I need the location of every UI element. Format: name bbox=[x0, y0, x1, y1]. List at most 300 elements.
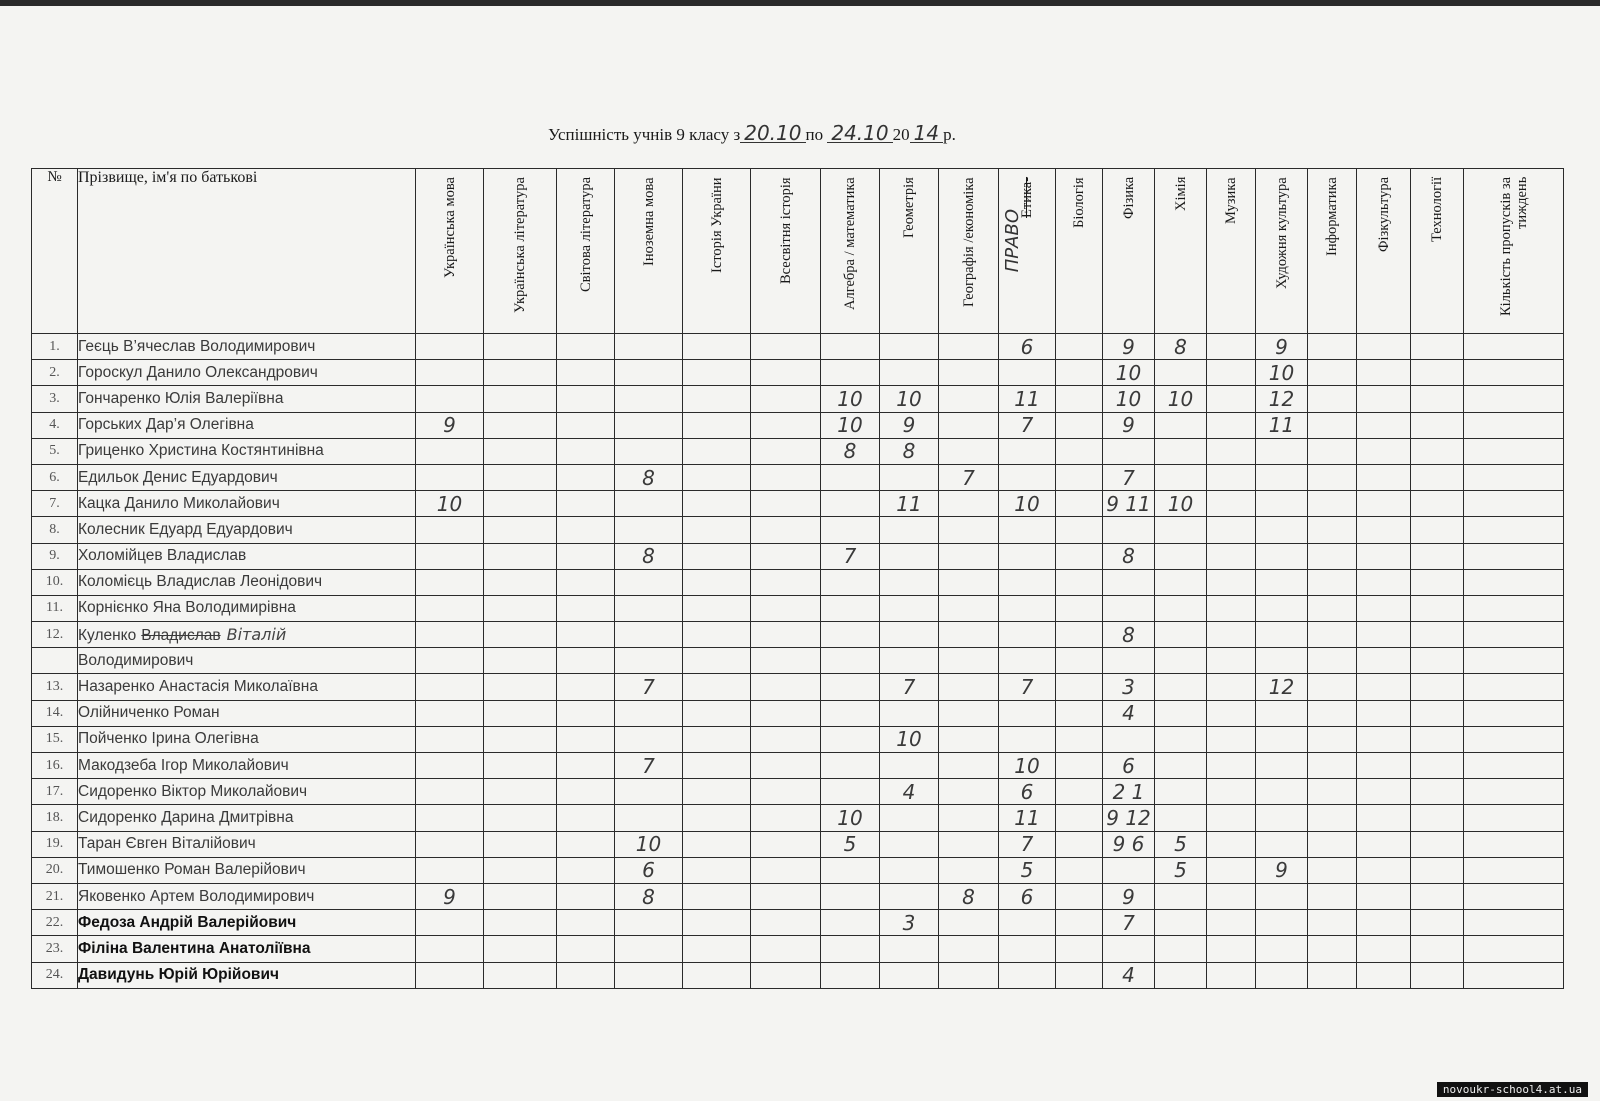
grade-cell bbox=[416, 622, 484, 648]
grade-cell bbox=[939, 726, 999, 752]
grade-cell bbox=[683, 857, 751, 883]
grade-cell bbox=[751, 412, 821, 438]
student-name-cell bbox=[78, 726, 416, 752]
grade-cell bbox=[416, 334, 484, 360]
grade-cell bbox=[880, 962, 939, 988]
grade-cell bbox=[1411, 857, 1464, 883]
grade-cell: 10 bbox=[1155, 386, 1207, 412]
table-row bbox=[32, 517, 1564, 543]
date-from: 20.10 bbox=[740, 124, 805, 143]
grade-cell bbox=[1357, 360, 1411, 386]
grade-cell bbox=[939, 360, 999, 386]
grade-cell bbox=[615, 412, 683, 438]
handwritten-name: Віталій bbox=[226, 624, 287, 644]
grade-cell bbox=[1464, 569, 1564, 595]
grade-cell bbox=[1056, 569, 1103, 595]
header-number: № bbox=[32, 169, 78, 334]
subject-header bbox=[1464, 169, 1564, 334]
grade-cell bbox=[484, 412, 557, 438]
grade-cell bbox=[416, 831, 484, 857]
grade-cell bbox=[821, 674, 880, 700]
grade-cell bbox=[1357, 857, 1411, 883]
subject-header bbox=[615, 169, 683, 334]
grade-cell bbox=[1411, 569, 1464, 595]
grade-cell: 6 bbox=[999, 883, 1056, 909]
grade-cell bbox=[939, 412, 999, 438]
subject-header bbox=[1103, 169, 1155, 334]
table-row bbox=[32, 412, 1564, 438]
grade-cell bbox=[484, 622, 557, 648]
grade-cell bbox=[1411, 543, 1464, 569]
student-name-cell bbox=[78, 883, 416, 909]
grade-cell: 12 bbox=[1256, 386, 1308, 412]
grade-cell: 10 bbox=[615, 831, 683, 857]
grade-cell bbox=[821, 517, 880, 543]
grade-cell bbox=[751, 517, 821, 543]
grade-cell bbox=[557, 779, 615, 805]
subject-label: Світова література bbox=[577, 177, 594, 293]
grade-cell bbox=[1207, 779, 1256, 805]
subject-header bbox=[1155, 169, 1207, 334]
table-row bbox=[32, 569, 1564, 595]
grade-cell bbox=[484, 883, 557, 909]
table-row bbox=[32, 805, 1564, 831]
grade-cell bbox=[1464, 464, 1564, 490]
grade-cell bbox=[1155, 805, 1207, 831]
grade-cell bbox=[1103, 438, 1155, 464]
grade-cell bbox=[939, 831, 999, 857]
grade-cell bbox=[1411, 962, 1464, 988]
grade-cell bbox=[880, 543, 939, 569]
grade-cell bbox=[557, 438, 615, 464]
grade-cell bbox=[1357, 753, 1411, 779]
grade-cell bbox=[1357, 936, 1411, 962]
grade-cell bbox=[751, 936, 821, 962]
grade-cell bbox=[939, 491, 999, 517]
grade-cell bbox=[484, 517, 557, 543]
subject-header bbox=[999, 169, 1056, 334]
grade-cell: 10 bbox=[1103, 360, 1155, 386]
grade-cell bbox=[1207, 543, 1256, 569]
grade-cell bbox=[1256, 936, 1308, 962]
grade-cell bbox=[821, 910, 880, 936]
row-number: 13. bbox=[32, 674, 78, 700]
student-name: Сидоренко Дарина Дмитрівна bbox=[78, 808, 294, 826]
grade-cell bbox=[1357, 412, 1411, 438]
grade-cell bbox=[1411, 936, 1464, 962]
grade-cell bbox=[557, 595, 615, 621]
subject-label: Географія /економіка bbox=[960, 177, 977, 307]
grade-cell: 10 bbox=[999, 491, 1056, 517]
grade-cell bbox=[1411, 648, 1464, 674]
grade-cell bbox=[821, 569, 880, 595]
grade-cell bbox=[683, 883, 751, 909]
student-name: Горських Дар’я Олегівна bbox=[78, 416, 254, 434]
grade-cell bbox=[821, 491, 880, 517]
table-row bbox=[32, 648, 1564, 674]
grade-cell bbox=[821, 595, 880, 621]
grade-cell bbox=[751, 910, 821, 936]
grade-cell: 3 bbox=[1103, 674, 1155, 700]
grade-cell: 3 bbox=[880, 910, 939, 936]
grade-cell bbox=[751, 805, 821, 831]
row-number: 12. bbox=[32, 622, 78, 648]
grade-cell bbox=[615, 622, 683, 648]
grade-cell bbox=[1155, 622, 1207, 648]
grade-cell bbox=[1464, 779, 1564, 805]
grade-cell bbox=[1155, 569, 1207, 595]
grade-cell bbox=[484, 438, 557, 464]
row-number: 3. bbox=[32, 386, 78, 412]
grade-cell: 4 bbox=[1103, 700, 1155, 726]
student-name: Коломієць Владислав Леонідович bbox=[78, 573, 323, 591]
grade-cell bbox=[1056, 910, 1103, 936]
grade-cell: 5 bbox=[1155, 857, 1207, 883]
grade-cell bbox=[484, 464, 557, 490]
grade-cell bbox=[1411, 412, 1464, 438]
grade-cell: 7 bbox=[999, 831, 1056, 857]
grade-cell bbox=[1411, 753, 1464, 779]
grade-cell bbox=[999, 543, 1056, 569]
grade-cell bbox=[1464, 936, 1564, 962]
grade-cell bbox=[1308, 674, 1357, 700]
grade-cell bbox=[880, 360, 939, 386]
grade-cell bbox=[1357, 464, 1411, 490]
grade-cell bbox=[880, 857, 939, 883]
grade-cell: 5 bbox=[999, 857, 1056, 883]
grade-cell bbox=[1464, 883, 1564, 909]
grade-cell bbox=[1207, 674, 1256, 700]
table-row bbox=[32, 622, 1564, 648]
grade-cell bbox=[1357, 883, 1411, 909]
row-number: 5. bbox=[32, 438, 78, 464]
grade-cell bbox=[484, 595, 557, 621]
student-name-cell bbox=[78, 334, 416, 360]
grade-cell: 8 bbox=[1103, 543, 1155, 569]
grade-cell bbox=[484, 648, 557, 674]
grade-cell bbox=[1308, 491, 1357, 517]
grade-cell bbox=[484, 779, 557, 805]
grade-cell bbox=[1464, 753, 1564, 779]
grade-cell bbox=[1308, 753, 1357, 779]
grade-cell: 8 bbox=[615, 883, 683, 909]
grade-cell bbox=[1207, 883, 1256, 909]
grade-cell: 9 12 bbox=[1103, 805, 1155, 831]
grade-cell bbox=[1103, 857, 1155, 883]
row-number: 17. bbox=[32, 779, 78, 805]
grade-cell bbox=[1464, 412, 1564, 438]
grade-cell bbox=[484, 726, 557, 752]
grade-cell: 9 bbox=[1103, 412, 1155, 438]
scan-top-edge bbox=[0, 0, 1600, 6]
subject-header bbox=[939, 169, 999, 334]
year-prefix: 20 bbox=[892, 125, 910, 144]
grade-cell bbox=[1056, 334, 1103, 360]
grade-cell bbox=[557, 700, 615, 726]
table-row bbox=[32, 726, 1564, 752]
grade-cell bbox=[821, 622, 880, 648]
grade-cell bbox=[1464, 491, 1564, 517]
row-number: 22. bbox=[32, 910, 78, 936]
grade-cell bbox=[484, 805, 557, 831]
student-name-cell bbox=[78, 805, 416, 831]
grade-cell bbox=[821, 334, 880, 360]
grade-cell bbox=[1056, 726, 1103, 752]
student-name: Колесник Едуард Едуардович bbox=[78, 520, 293, 538]
student-name: Філіна Валентина Анатоліївна bbox=[78, 939, 311, 957]
grade-cell bbox=[683, 962, 751, 988]
grade-cell bbox=[416, 595, 484, 621]
student-name-cell bbox=[78, 438, 416, 464]
site-watermark: novoukr-school4.at.ua bbox=[1437, 1082, 1588, 1097]
grade-cell bbox=[1357, 700, 1411, 726]
grade-cell: 9 bbox=[1103, 334, 1155, 360]
grade-cell bbox=[1103, 569, 1155, 595]
grade-cell bbox=[615, 648, 683, 674]
grade-cell bbox=[751, 334, 821, 360]
row-number: 19. bbox=[32, 831, 78, 857]
grade-cell: 11 bbox=[880, 491, 939, 517]
grade-cell bbox=[1464, 334, 1564, 360]
grade-cell bbox=[1207, 857, 1256, 883]
grade-cell bbox=[1256, 464, 1308, 490]
subject-header bbox=[1256, 169, 1308, 334]
grade-cell: 11 bbox=[999, 386, 1056, 412]
grade-cell bbox=[683, 805, 751, 831]
grade-cell bbox=[416, 517, 484, 543]
subject-label: Художня культура bbox=[1273, 177, 1290, 289]
table-row bbox=[32, 883, 1564, 909]
grade-cell: 10 bbox=[821, 805, 880, 831]
grade-cell bbox=[939, 857, 999, 883]
grade-cell bbox=[821, 700, 880, 726]
grade-cell bbox=[1357, 805, 1411, 831]
grade-cell bbox=[1411, 464, 1464, 490]
table-row bbox=[32, 831, 1564, 857]
subject-header bbox=[880, 169, 939, 334]
grade-cell bbox=[1103, 595, 1155, 621]
grade-cell bbox=[939, 334, 999, 360]
student-rows bbox=[32, 334, 1564, 989]
grade-cell: 10 bbox=[999, 753, 1056, 779]
grade-cell bbox=[1155, 412, 1207, 438]
grade-cell bbox=[1256, 543, 1308, 569]
grade-cell bbox=[1308, 464, 1357, 490]
grade-cell: 9 6 bbox=[1103, 831, 1155, 857]
grade-cell bbox=[615, 360, 683, 386]
grade-cell bbox=[416, 962, 484, 988]
grade-cell: 7 bbox=[999, 412, 1056, 438]
grade-cell bbox=[1357, 962, 1411, 988]
grade-cell bbox=[1464, 674, 1564, 700]
grade-cell bbox=[1256, 700, 1308, 726]
grade-cell bbox=[557, 805, 615, 831]
grade-cell bbox=[1056, 779, 1103, 805]
grade-cell bbox=[1155, 936, 1207, 962]
grade-cell bbox=[683, 753, 751, 779]
grade-cell: 8 bbox=[1155, 334, 1207, 360]
grade-cell: 9 bbox=[1103, 883, 1155, 909]
grade-cell bbox=[1308, 386, 1357, 412]
grade-cell bbox=[484, 674, 557, 700]
grade-cell: 8 bbox=[939, 883, 999, 909]
grade-cell bbox=[484, 360, 557, 386]
table-row bbox=[32, 753, 1564, 779]
grade-cell bbox=[1256, 753, 1308, 779]
grade-cell bbox=[1207, 805, 1256, 831]
subject-label: Всесвітня історія bbox=[777, 177, 794, 284]
grade-cell bbox=[683, 648, 751, 674]
grade-cell bbox=[751, 595, 821, 621]
grade-cell bbox=[557, 386, 615, 412]
grade-cell bbox=[999, 910, 1056, 936]
grade-cell bbox=[557, 491, 615, 517]
grade-cell bbox=[821, 753, 880, 779]
student-name: Сидоренко Віктор Миколайович bbox=[78, 782, 308, 800]
row-number: 21. bbox=[32, 883, 78, 909]
grade-cell bbox=[1464, 386, 1564, 412]
student-name: Геєць В’ячеслав Володимирович bbox=[78, 337, 316, 355]
student-name-cell bbox=[78, 622, 416, 648]
grade-cell bbox=[484, 569, 557, 595]
grade-cell bbox=[1464, 543, 1564, 569]
student-name-cell bbox=[78, 910, 416, 936]
grade-cell: 6 bbox=[1103, 753, 1155, 779]
grade-cell bbox=[999, 360, 1056, 386]
header-name: Прізвище, ім'я по батькові bbox=[78, 169, 416, 334]
grade-cell bbox=[751, 438, 821, 464]
grade-cell bbox=[1207, 753, 1256, 779]
grade-cell: 5 bbox=[821, 831, 880, 857]
grade-cell bbox=[1308, 595, 1357, 621]
grade-cell: 9 bbox=[1256, 334, 1308, 360]
grade-cell bbox=[1411, 805, 1464, 831]
student-name-cell bbox=[78, 386, 416, 412]
grade-cell bbox=[683, 831, 751, 857]
grade-cell bbox=[1308, 883, 1357, 909]
subject-label: Кількість пропусків за тиждень bbox=[1497, 177, 1530, 317]
grade-cell bbox=[683, 726, 751, 752]
grade-cell bbox=[939, 517, 999, 543]
grade-cell bbox=[1411, 883, 1464, 909]
grade-cell bbox=[751, 726, 821, 752]
grade-cell bbox=[615, 517, 683, 543]
grade-cell: 7 bbox=[821, 543, 880, 569]
subject-header bbox=[1357, 169, 1411, 334]
grade-cell: 9 bbox=[880, 412, 939, 438]
grade-cell bbox=[939, 622, 999, 648]
grade-cell bbox=[484, 334, 557, 360]
grade-cell bbox=[1155, 674, 1207, 700]
grade-cell bbox=[1256, 883, 1308, 909]
grade-cell bbox=[1103, 517, 1155, 543]
grade-cell bbox=[416, 805, 484, 831]
student-name-cell bbox=[78, 936, 416, 962]
grade-cell bbox=[1357, 674, 1411, 700]
page-title bbox=[548, 121, 1108, 145]
grade-cell bbox=[1056, 386, 1103, 412]
grade-cell bbox=[751, 648, 821, 674]
grade-cell bbox=[1308, 622, 1357, 648]
grade-cell bbox=[751, 569, 821, 595]
grade-cell bbox=[615, 936, 683, 962]
grade-cell: 8 bbox=[880, 438, 939, 464]
subject-label: Історія України bbox=[708, 177, 725, 273]
student-name-cell bbox=[78, 962, 416, 988]
grade-cell: 8 bbox=[615, 543, 683, 569]
year-handwritten: 14 bbox=[910, 124, 943, 143]
grade-cell bbox=[821, 936, 880, 962]
grade-cell bbox=[1207, 569, 1256, 595]
grade-cell bbox=[751, 491, 821, 517]
grade-cell bbox=[683, 595, 751, 621]
student-name-cell bbox=[78, 753, 416, 779]
grade-cell bbox=[683, 936, 751, 962]
grade-cell: 10 bbox=[1155, 491, 1207, 517]
grade-cell bbox=[939, 543, 999, 569]
header-row bbox=[32, 169, 1564, 334]
grade-cell bbox=[484, 753, 557, 779]
grade-cell bbox=[1411, 726, 1464, 752]
grade-cell bbox=[615, 779, 683, 805]
grade-cell bbox=[1357, 622, 1411, 648]
grade-cell bbox=[1464, 360, 1564, 386]
struck-name: Владислав bbox=[141, 626, 221, 644]
student-name: Олійниченко Роман bbox=[78, 704, 220, 722]
grade-cell bbox=[1256, 595, 1308, 621]
grade-cell bbox=[1357, 517, 1411, 543]
grade-cell bbox=[1256, 962, 1308, 988]
grade-cell bbox=[1056, 648, 1103, 674]
grade-cell bbox=[1411, 334, 1464, 360]
grade-cell bbox=[1256, 491, 1308, 517]
grade-cell bbox=[1357, 910, 1411, 936]
table-row bbox=[32, 700, 1564, 726]
grade-cell bbox=[1256, 910, 1308, 936]
grade-cell bbox=[683, 386, 751, 412]
grade-cell bbox=[1464, 831, 1564, 857]
grade-cell bbox=[484, 491, 557, 517]
table-row bbox=[32, 779, 1564, 805]
grade-cell bbox=[1357, 779, 1411, 805]
subject-header bbox=[683, 169, 751, 334]
grade-cell bbox=[615, 569, 683, 595]
grade-cell bbox=[1411, 700, 1464, 726]
subject-label: Технології bbox=[1429, 177, 1445, 243]
row-number: 4. bbox=[32, 412, 78, 438]
grade-cell bbox=[999, 464, 1056, 490]
grade-cell bbox=[1357, 438, 1411, 464]
grade-cell: 10 bbox=[416, 491, 484, 517]
grade-cell bbox=[416, 910, 484, 936]
grade-cell bbox=[1308, 726, 1357, 752]
grade-cell: 9 bbox=[416, 883, 484, 909]
grade-cell bbox=[939, 779, 999, 805]
grade-cell: 8 bbox=[1103, 622, 1155, 648]
grade-cell bbox=[683, 412, 751, 438]
grade-cell bbox=[999, 595, 1056, 621]
grade-cell bbox=[1464, 622, 1564, 648]
grade-cell bbox=[1357, 726, 1411, 752]
table-row bbox=[32, 386, 1564, 412]
grade-cell bbox=[416, 543, 484, 569]
grade-cell bbox=[1207, 622, 1256, 648]
grade-cell: 7 bbox=[1103, 464, 1155, 490]
grade-cell bbox=[999, 962, 1056, 988]
grade-cell bbox=[1411, 595, 1464, 621]
student-name-cell bbox=[78, 360, 416, 386]
grade-cell bbox=[880, 805, 939, 831]
